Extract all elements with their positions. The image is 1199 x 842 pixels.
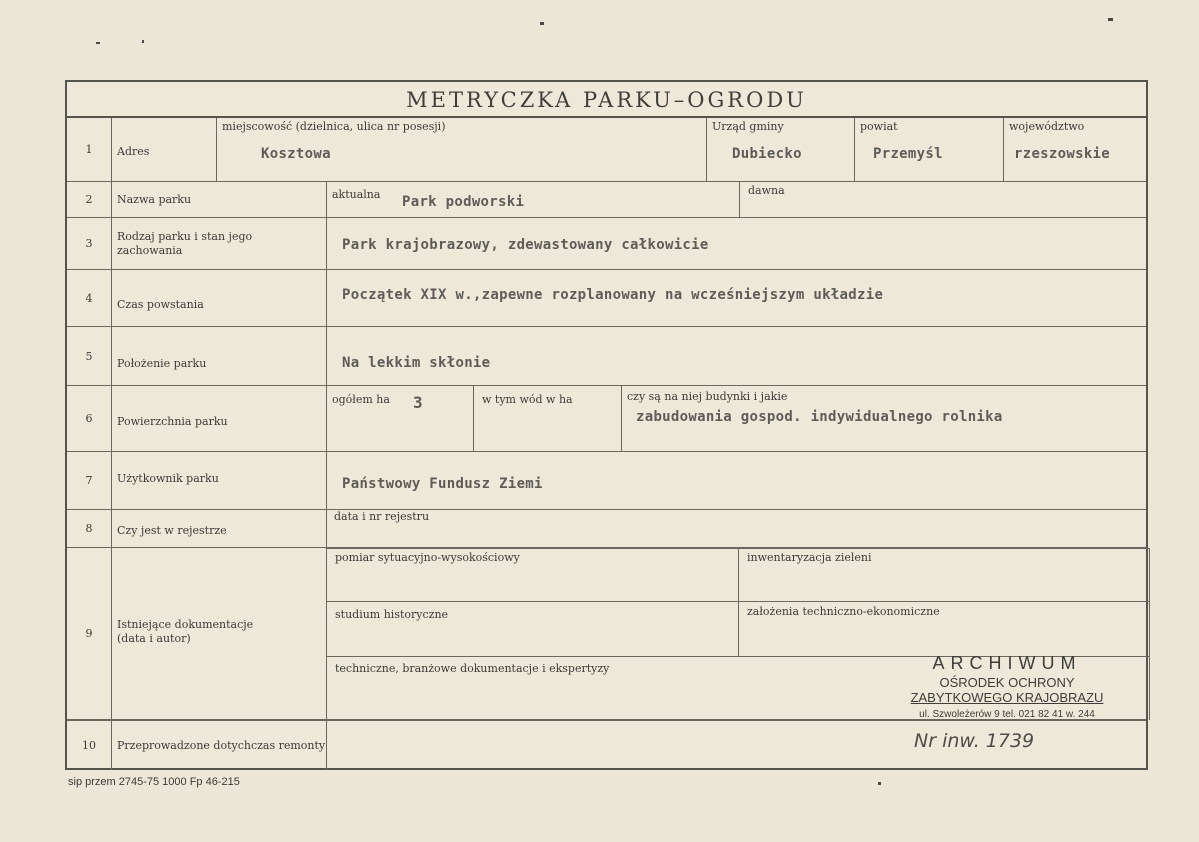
aktualna-caption: aktualna bbox=[332, 188, 381, 201]
row-label-line2: (data i autor) bbox=[117, 632, 191, 645]
miejscowosc-value: Kosztowa bbox=[261, 146, 331, 162]
row-label bbox=[117, 618, 253, 646]
wod-caption: w tym wód w ha bbox=[482, 393, 573, 406]
user-value: Państwowy Fundusz Ziemi bbox=[342, 476, 543, 492]
wod-cell bbox=[473, 386, 621, 451]
powiat-cell bbox=[854, 118, 1003, 181]
ogolem-value: 3 bbox=[413, 393, 423, 412]
row-label-line1: Istniejące dokumentacje bbox=[117, 618, 254, 631]
paper-speck bbox=[540, 22, 544, 25]
zalozenia-box bbox=[738, 601, 1150, 657]
location-value: Na lekkim skłonie bbox=[342, 355, 491, 371]
zalozenia-caption: założenia techniczno-ekonomiczne bbox=[747, 605, 940, 618]
row-number: 3 bbox=[67, 218, 112, 269]
gmina-cell bbox=[706, 118, 854, 181]
wojewodztwo-caption: województwo bbox=[1009, 120, 1085, 133]
paper-speck bbox=[878, 782, 881, 785]
row-creation-time bbox=[67, 270, 1146, 327]
inwentaryzacja-box bbox=[738, 548, 1150, 602]
row-label-line2: zachowania bbox=[117, 244, 183, 257]
paper-speck bbox=[96, 42, 100, 44]
row-number: 4 bbox=[67, 270, 112, 326]
row-number: 6 bbox=[67, 386, 112, 451]
powiat-caption: powiat bbox=[860, 120, 898, 133]
row-label: Powierzchnia parku bbox=[117, 415, 228, 428]
aktualna-value: Park podworski bbox=[402, 194, 525, 210]
print-footer: sip przem 2745-75 1000 Fp 46-215 bbox=[68, 776, 240, 788]
value-cell bbox=[326, 327, 1150, 385]
value-cell bbox=[326, 452, 1150, 509]
ogolem-cell bbox=[326, 386, 473, 451]
budynki-cell bbox=[621, 386, 1150, 451]
gmina-caption: Urząd gminy bbox=[712, 120, 784, 133]
studium-caption: studium historyczne bbox=[335, 608, 449, 621]
row-label bbox=[117, 230, 252, 258]
form-title: METRYCZKA PARKU–OGRODU bbox=[67, 82, 1146, 118]
row-number: 8 bbox=[67, 510, 112, 547]
ogolem-caption: ogółem ha bbox=[332, 393, 390, 406]
row-number: 1 bbox=[67, 118, 112, 181]
row-number: 2 bbox=[67, 182, 112, 217]
value-cell bbox=[326, 270, 1150, 326]
row-label: Adres bbox=[117, 145, 150, 158]
row-label: Użytkownik parku bbox=[117, 472, 219, 485]
park-type-value: Park krajobrazowy, zdewastowany całkowicie bbox=[342, 237, 709, 253]
aktualna-cell bbox=[326, 182, 739, 217]
dawna-cell bbox=[739, 182, 1150, 217]
row-label: Czy jest w rejestrze bbox=[117, 524, 227, 537]
dawna-caption: dawna bbox=[748, 184, 785, 197]
rejestr-caption: data i nr rejestru bbox=[334, 510, 430, 523]
powiat-value: Przemyśl bbox=[873, 146, 943, 162]
wojewodztwo-cell bbox=[1003, 118, 1150, 181]
rejestr-cell bbox=[326, 510, 1150, 547]
creation-time-value: Początek XIX w.,zapewne rozplanowany na wcześniejszym układzie bbox=[342, 287, 884, 303]
stamp-line2: OŚRODEK OCHRONY bbox=[939, 675, 1075, 690]
handwritten-inventory-number: Nr inw. 1739 bbox=[914, 730, 1035, 752]
row-number: 9 bbox=[67, 548, 112, 719]
stamp-line1: ARCHIWUM bbox=[932, 653, 1082, 673]
row-label-line1: Rodzaj parku i stan jego bbox=[117, 230, 253, 243]
techniczne-caption: techniczne, branżowe dokumentacje i ekspertyzy bbox=[335, 662, 610, 675]
budynki-caption: czy są na niej budynki i jakie bbox=[627, 390, 788, 403]
row-label: Położenie parku bbox=[117, 357, 207, 370]
row-label: Przeprowadzone dotychczas remonty bbox=[117, 739, 326, 752]
row-number: 7 bbox=[67, 452, 112, 509]
row-label: Czas powstania bbox=[117, 298, 204, 311]
miejscowosc-cell bbox=[216, 118, 706, 181]
stamp-line3: ZABYTKOWEGO KRAJOBRAZU bbox=[910, 690, 1104, 705]
row-area bbox=[67, 386, 1146, 452]
row-address bbox=[67, 118, 1146, 182]
stamp-line4: ul. Szwoleżerów 9 tel. 021 82 41 w. 244 bbox=[919, 709, 1095, 720]
row-park-name bbox=[67, 182, 1146, 218]
budynki-value: zabudowania gospod. indywidualnego rolnika bbox=[636, 409, 1003, 425]
miejscowosc-caption: miejscowość (dzielnica, ulica nr posesji) bbox=[222, 120, 446, 133]
wojewodztwo-value: rzeszowskie bbox=[1014, 146, 1111, 162]
gmina-value: Dubiecko bbox=[732, 146, 802, 162]
row-location bbox=[67, 327, 1146, 386]
value-cell bbox=[326, 218, 1150, 269]
pomiar-caption: pomiar sytuacyjno-wysokościowy bbox=[335, 551, 520, 564]
row-register bbox=[67, 510, 1146, 548]
row-user bbox=[67, 452, 1146, 510]
paper-speck bbox=[142, 40, 144, 43]
inwentaryzacja-caption: inwentaryzacja zieleni bbox=[747, 551, 872, 564]
archive-stamp bbox=[902, 653, 1112, 720]
row-number: 10 bbox=[67, 721, 112, 770]
row-label: Nazwa parku bbox=[117, 193, 192, 206]
studium-box bbox=[326, 601, 739, 657]
row-number: 5 bbox=[67, 327, 112, 385]
pomiar-box bbox=[326, 548, 739, 602]
row-park-type bbox=[67, 218, 1146, 270]
paper-speck bbox=[1108, 18, 1113, 21]
